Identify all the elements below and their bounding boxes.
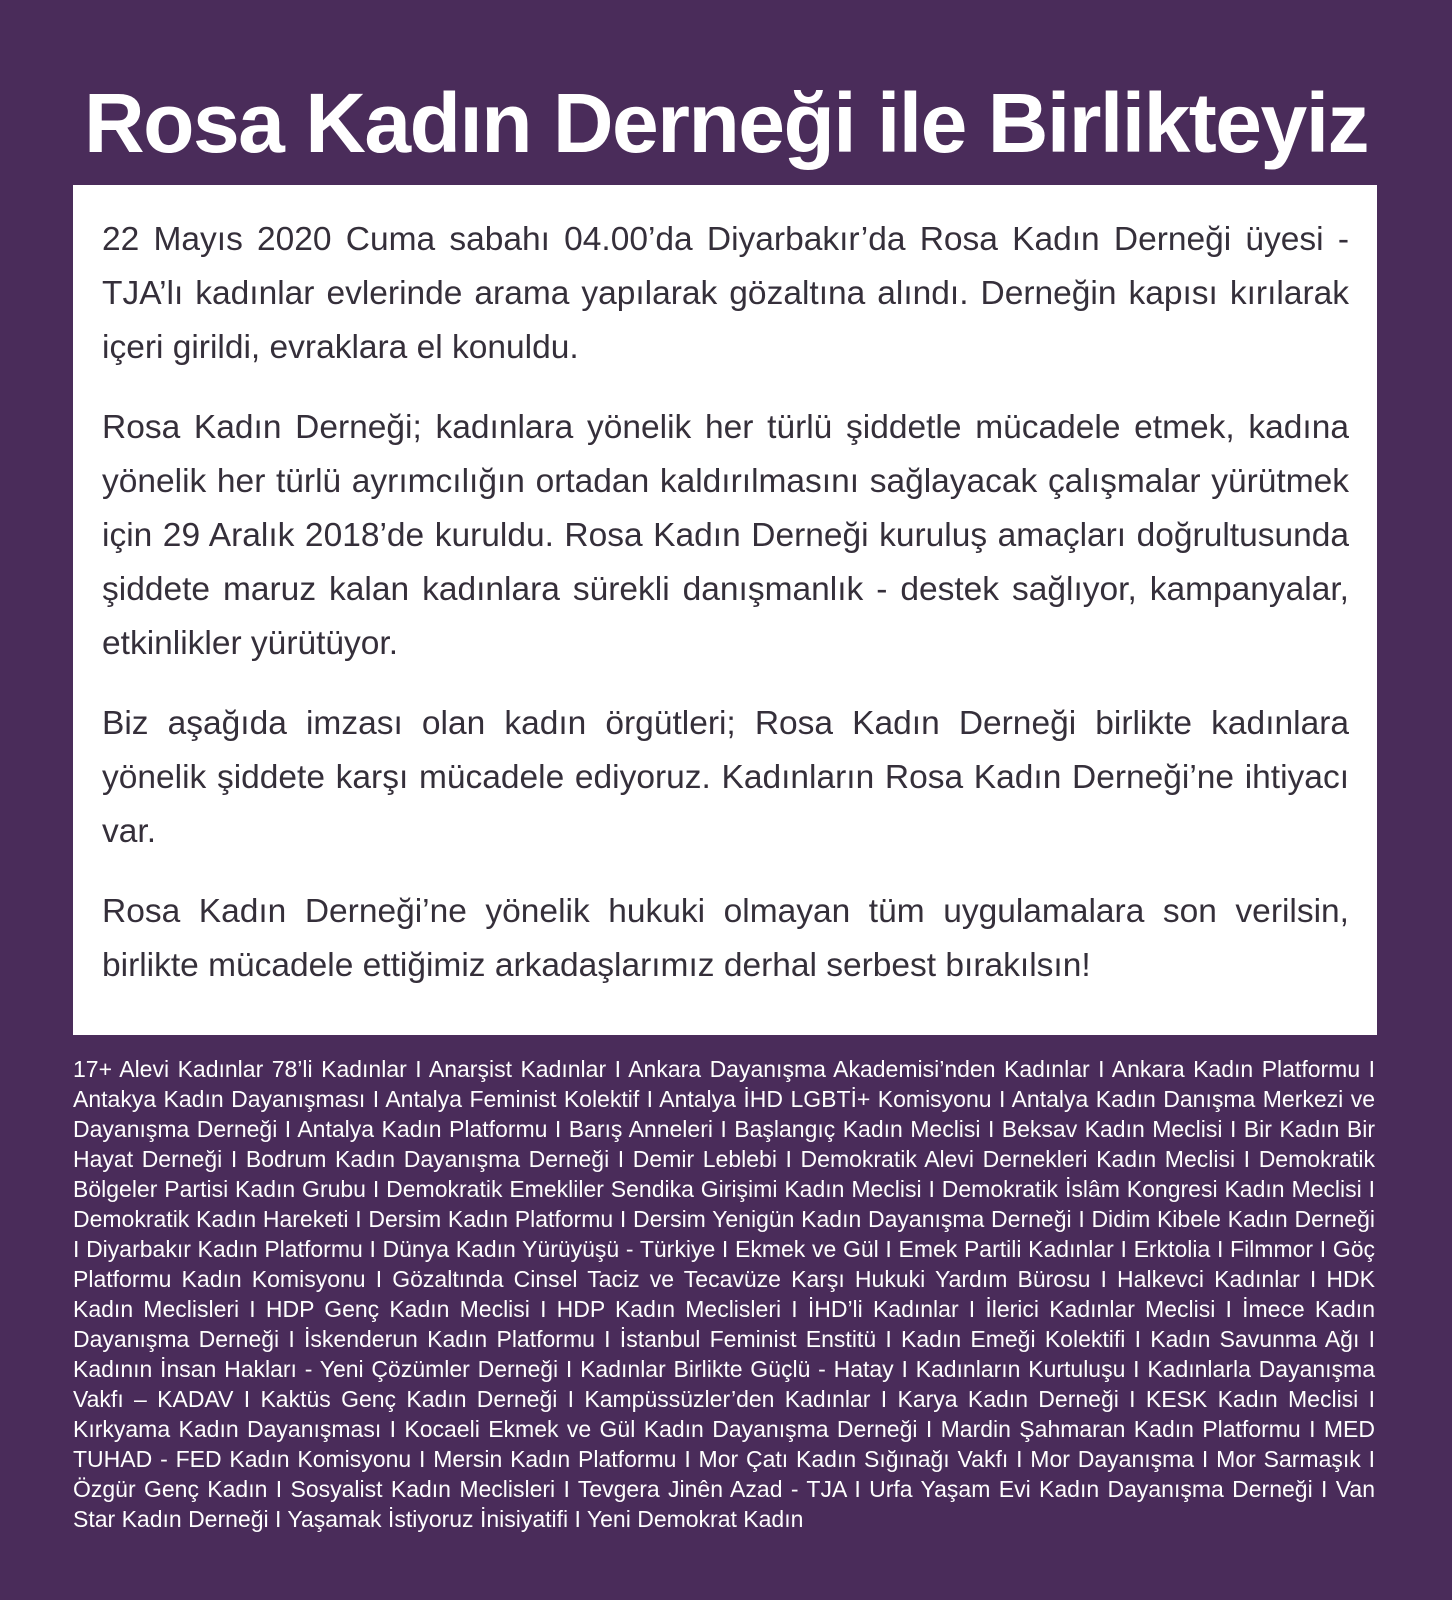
statement-paragraph-solidarity: Biz aşağıda imzası olan kadın örgütleri; Rosa Kadın Derneği birlikte kadınlara yönelik şiddete karşı mücadele ediyoruz. Kadınların Rosa Kadın Derneği’ne ihtiyacı var. (102, 705, 1349, 850)
signatories-list: 17+ Alevi Kadınlar 78’li Kadınlar I Anarşist Kadınlar I Ankara Dayanışma Akademisi’nden Kadınlar I Ankara Kadın Platformu I Antakya Kadın Dayanışması I Antalya Feminist Kolektif I Antalya İHD LGBTİ+ Komisyonu I Antalya Kadın Danışma Merkezi ve Dayanışma Derneği I Antalya Kadın Platformu I Barış Anneleri I Başlangıç Kadın Meclisi I Beksav Kadın Meclisi I Bir Kadın Bir Hayat Derneği I Bodrum Kadın Dayanışma Derneği I Demir Leblebi I Demokratik Alevi Dernekleri Kadın Meclisi I Demokratik Bölgeler Partisi Kadın Grubu I Demokratik Emekliler Sendika Girişimi Kadın Meclisi I Demokratik İslâm Kongresi Kadın Meclisi I Demokratik Kadın Hareketi I Dersim Kadın Platformu I Dersim Yenigün Kadın Dayanışma Derneği I Didim Kibele Kadın Derneği I Diyarbakır Kadın Platformu I Dünya Kadın Yürüyüşü - Türkiye I Ekmek ve Gül I Emek Partili Kadınlar I Erktolia I Filmmor I Göç Platformu Kadın Komisyonu I Gözaltında Cinsel Taciz ve Tecavüze Karşı Hukuki Yardım Bürosu I Halkevci Kadınlar I HDK Kadın Meclisleri I HDP Genç Kadın Meclisi I HDP Kadın Meclisleri I İHD’li Kadınlar I İlerici Kadınlar Meclisi I İmece Kadın Dayanışma Derneği I İskenderun Kadın Platformu I İstanbul Feminist Enstitü I Kadın Emeği Kolektifi I Kadın Savunma Ağı I Kadının İnsan Hakları - Yeni Çözümler Derneği I Kadınlar Birlikte Güçlü - Hatay I Kadınların Kurtuluşu I Kadınlarla Dayanışma Vakfı – KADAV I Kaktüs Genç Kadın Derneği I Kampüssüzler’den Kadınlar I Karya Kadın Derneği I KESK Kadın Meclisi I Kırkyama Kadın Dayanışması I Kocaeli Ekmek ve Gül Kadın Dayanışma Derneği I Mardin Şahmaran Kadın Platformu I MED TUHAD - FED Kadın Komisyonu I Mersin Kadın Platformu I Mor Çatı Kadın Sığınağı Vakfı I Mor Dayanışma I Mor Sarmaşık I Özgür Genç Kadın I Sosyalist Kadın Meclisleri I Tevgera Jinên Azad - TJA I Urfa Yaşam Evi Kadın Dayanışma Derneği I Van Star Kadın Derneği I Yaşamak İstiyoruz İnisiyatifi I Yeni Demokrat Kadın (73, 1056, 1375, 1532)
statement-panel (73, 185, 1377, 1035)
page-title: Rosa Kadın Derneği ile Birlikteyiz (83, 76, 1369, 170)
statement-paragraph-demand: Rosa Kadın Derneği’ne yönelik hukuki olmayan tüm uygulamalara son verilsin, birlikte mücadele ettiğimiz arkadaşlarımız derhal serbest bırakılsın! (102, 893, 1349, 984)
statement-paragraph-detention: 22 Mayıs 2020 Cuma sabahı 04.00’da Diyarbakır’da Rosa Kadın Derneği üyesi - TJA’lı kadınlar evlerinde arama yapılarak gözaltına alındı. Derneğin kapısı kırılarak içeri girildi, evraklara el konuldu. (102, 221, 1349, 366)
statement-paragraph-about: Rosa Kadın Derneği; kadınlara yönelik her türlü şiddetle mücadele etmek, kadına yönelik her türlü ayrımcılığın ortadan kaldırılmasını sağlayacak çalışmalar yürütmek için 29 Aralık 2018’de kuruldu. Rosa Kadın Derneği kuruluş amaçları doğrultusunda şiddete maruz kalan kadınlara sürekli danışmanlık - destek sağlıyor, kampanyalar, etkinlikler yürütüyor. (102, 409, 1349, 662)
